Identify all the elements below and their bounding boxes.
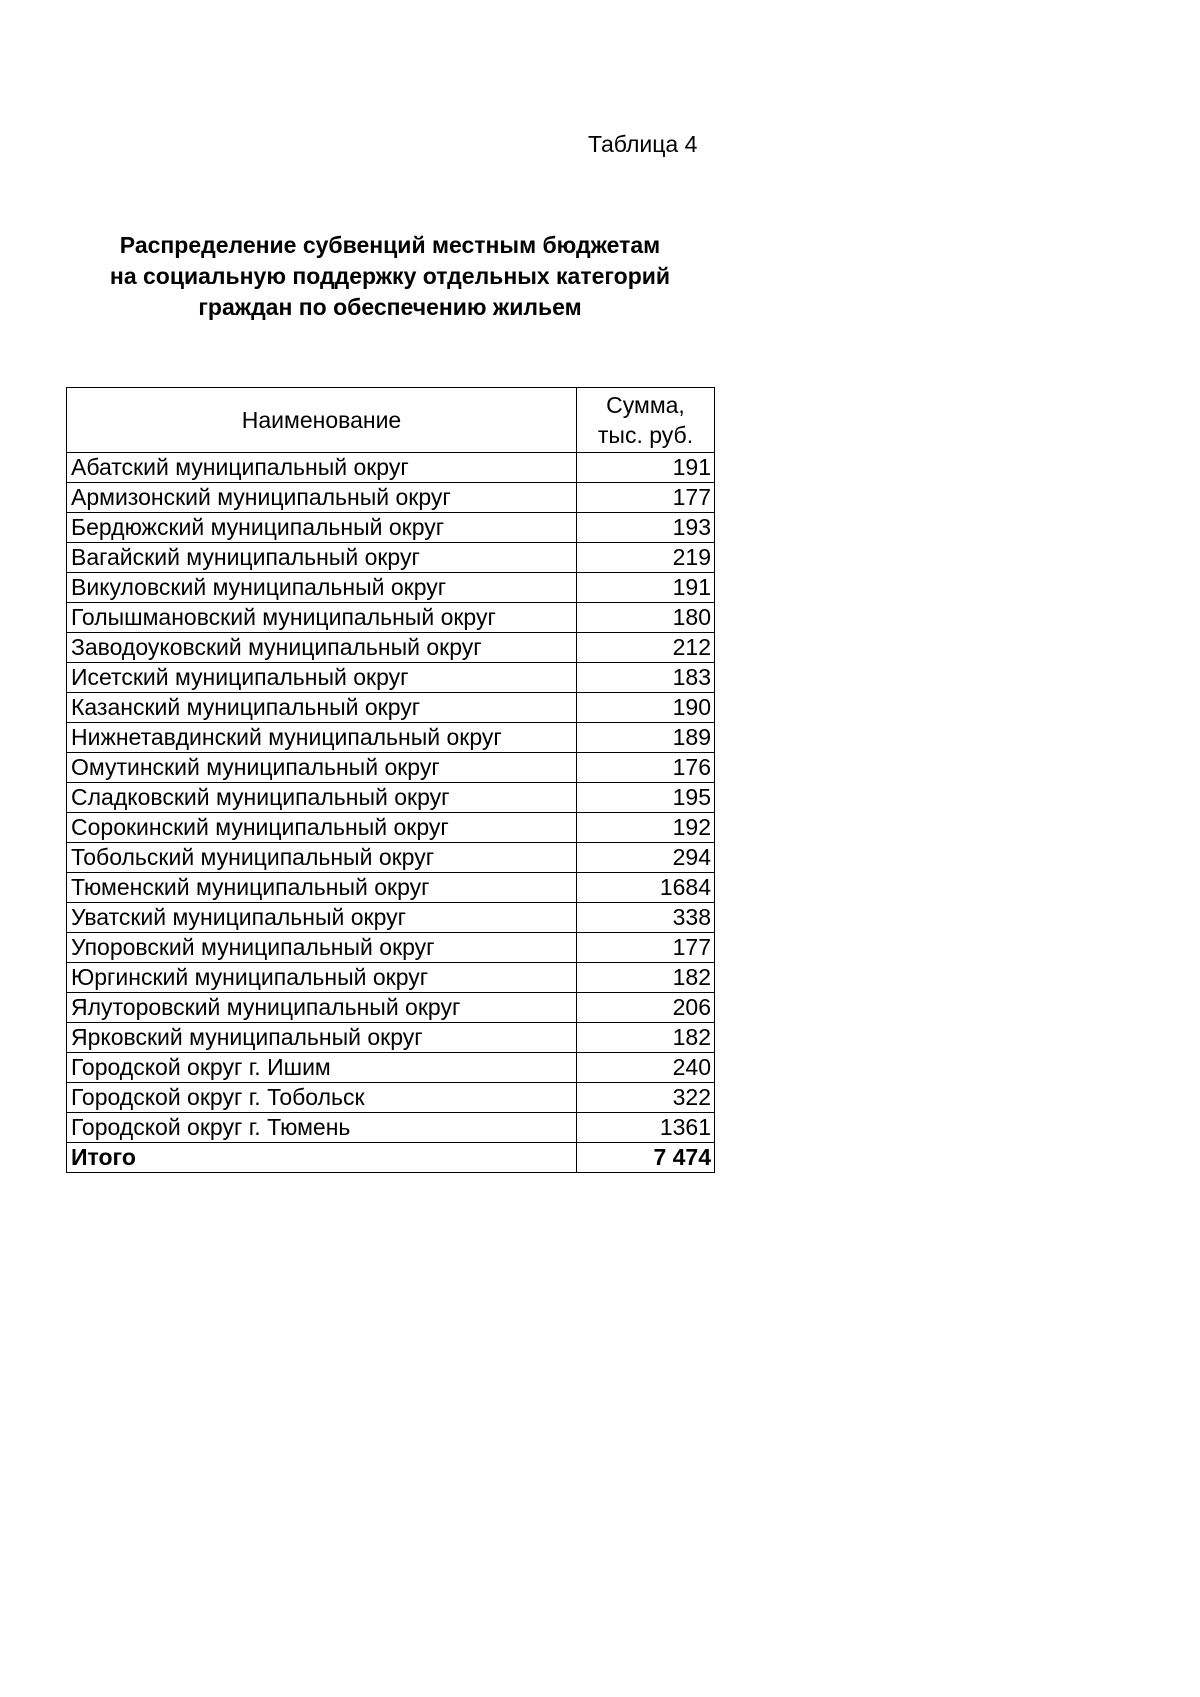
row-name-cell: Голышмановский муниципальный округ (67, 603, 577, 633)
row-value-cell: 193 (577, 513, 715, 543)
row-name-cell: Сладковский муниципальный округ (67, 783, 577, 813)
row-name-cell: Ярковский муниципальный округ (67, 1023, 577, 1053)
row-value-cell: 191 (577, 573, 715, 603)
row-name-cell: Исетский муниципальный округ (67, 663, 577, 693)
title-line: на социальную поддержку отдельных категорий (109, 263, 671, 289)
title-line: граждан по обеспечению жильем (198, 294, 582, 320)
table-row (67, 843, 715, 873)
row-value-cell: 1361 (577, 1113, 715, 1143)
table-row (67, 1053, 715, 1083)
row-value-cell: 182 (577, 1023, 715, 1053)
row-name-cell: Юргинский муниципальный округ (67, 963, 577, 993)
row-name-cell: Тюменский муниципальный округ (67, 873, 577, 903)
row-name-cell: Сорокинский муниципальный округ (67, 813, 577, 843)
column-header-sum-line1: Сумма, (606, 392, 685, 418)
row-name-cell: Городской округ г. Ишим (67, 1053, 577, 1083)
row-name-cell: Бердюжский муниципальный округ (67, 513, 577, 543)
row-name-cell: Ялуторовский муниципальный округ (67, 993, 577, 1023)
table-row (67, 1113, 715, 1143)
row-value-cell: 190 (577, 693, 715, 723)
table-body (67, 453, 715, 1173)
row-name-cell: Абатский муниципальный округ (67, 453, 577, 483)
row-name-cell: Городской округ г. Тюмень (67, 1113, 577, 1143)
row-value-cell: 182 (577, 963, 715, 993)
table-row (67, 873, 715, 903)
row-value-cell: 219 (577, 543, 715, 573)
document-title (60, 230, 720, 323)
row-name-cell: Викуловский муниципальный округ (67, 573, 577, 603)
table-row (67, 633, 715, 663)
title-line: Распределение субвенций местным бюджетам (119, 232, 661, 258)
row-value-cell: 294 (577, 843, 715, 873)
table-row (67, 693, 715, 723)
row-value-cell: 206 (577, 993, 715, 1023)
total-row (67, 1143, 715, 1173)
row-value-cell: 189 (577, 723, 715, 753)
table-row (67, 453, 715, 483)
table-row (67, 783, 715, 813)
row-value-cell: 191 (577, 453, 715, 483)
row-name-cell: Нижнетавдинский муниципальный округ (67, 723, 577, 753)
table-row (67, 573, 715, 603)
row-name-cell: Тобольский муниципальный округ (67, 843, 577, 873)
table-number: Таблица 4 (588, 131, 698, 157)
table-header-row (67, 388, 715, 453)
column-header-sum-line2: тыс. руб. (597, 422, 694, 448)
row-value-cell: 195 (577, 783, 715, 813)
row-value-cell: 1684 (577, 873, 715, 903)
column-header-sum (577, 388, 715, 453)
table-row (67, 1083, 715, 1113)
table-row (67, 813, 715, 843)
row-name-cell: Упоровский муниципальный округ (67, 933, 577, 963)
table-row (67, 993, 715, 1023)
row-name-cell: Армизонский муниципальный округ (67, 483, 577, 513)
table-row (67, 1023, 715, 1053)
row-value-cell: 322 (577, 1083, 715, 1113)
row-value-cell: 176 (577, 753, 715, 783)
row-name-cell: Омутинский муниципальный округ (67, 753, 577, 783)
table-row (67, 723, 715, 753)
table-row (67, 963, 715, 993)
total-value-cell: 7 474 (577, 1143, 715, 1173)
total-label-cell: Итого (67, 1143, 577, 1173)
row-value-cell: 192 (577, 813, 715, 843)
table-row (67, 753, 715, 783)
table-row (67, 603, 715, 633)
row-value-cell: 177 (577, 483, 715, 513)
table-row (67, 663, 715, 693)
row-value-cell: 177 (577, 933, 715, 963)
row-name-cell: Заводоуковский муниципальный округ (67, 633, 577, 663)
row-name-cell: Уватский муниципальный округ (67, 903, 577, 933)
table-row (67, 903, 715, 933)
row-value-cell: 240 (577, 1053, 715, 1083)
row-name-cell: Казанский муниципальный округ (67, 693, 577, 723)
row-value-cell: 180 (577, 603, 715, 633)
column-header-name: Наименование (67, 388, 577, 453)
table-row (67, 543, 715, 573)
row-value-cell: 212 (577, 633, 715, 663)
distribution-table (66, 387, 715, 1173)
table-row (67, 513, 715, 543)
row-name-cell: Вагайский муниципальный округ (67, 543, 577, 573)
table-row (67, 933, 715, 963)
row-name-cell: Городской округ г. Тобольск (67, 1083, 577, 1113)
row-value-cell: 183 (577, 663, 715, 693)
table-row (67, 483, 715, 513)
row-value-cell: 338 (577, 903, 715, 933)
